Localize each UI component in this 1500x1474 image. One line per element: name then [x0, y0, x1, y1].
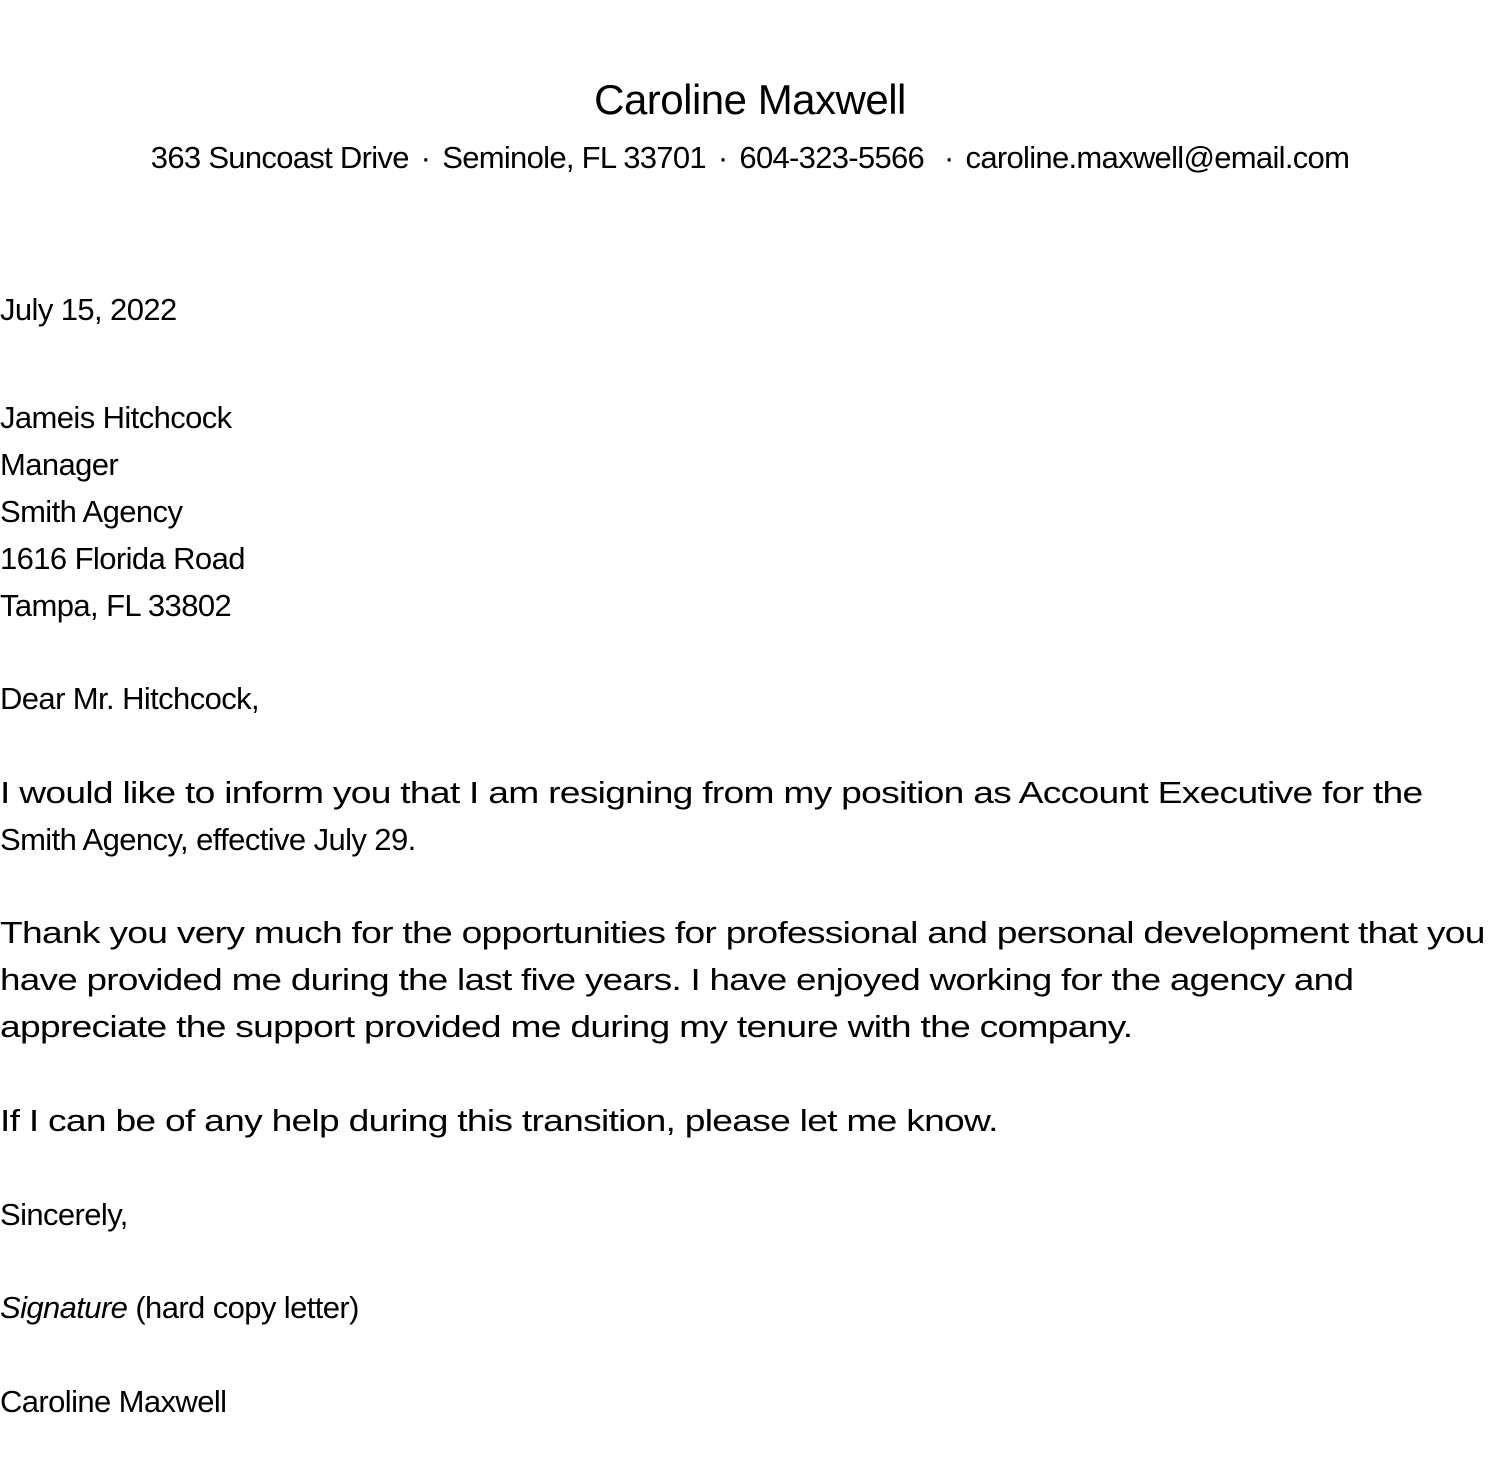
sender-street: 363 Suncoast Drive — [150, 140, 409, 175]
sender-phone: 604-323-5566 — [739, 140, 925, 175]
signature-note: (hard copy letter) — [135, 1290, 359, 1325]
paragraph-line: appreciate the support provided me during my tenure with the company. — [0, 1009, 1133, 1044]
sender-city-state-zip: Seminole, FL 33701 — [442, 140, 706, 175]
paragraph-line: I would like to inform you that I am resigning from my position as Account Executive for the — [0, 775, 1423, 810]
recipient-company: Smith Agency — [0, 494, 183, 529]
paragraph-line: have provided me during the last five years. I have enjoyed working for the agency and — [0, 962, 1354, 997]
recipient-city-state-zip: Tampa, FL 33802 — [0, 588, 232, 623]
recipient-street: 1616 Florida Road — [0, 541, 245, 576]
signature-line — [0, 1284, 359, 1331]
paragraph-line: Thank you very much for the opportunities for professional and personal development that you — [0, 915, 1485, 950]
signer-name: Caroline Maxwell — [0, 1384, 227, 1419]
separator-dot: · — [420, 140, 431, 175]
separator-dot: · — [943, 140, 954, 175]
paragraph-line: If I can be of any help during this transition, please let me know. — [0, 1103, 998, 1138]
closing: Sincerely, — [0, 1197, 128, 1232]
letter-date: July 15, 2022 — [0, 292, 177, 327]
separator-dot: · — [717, 140, 728, 175]
sender-name-heading: Caroline Maxwell — [594, 76, 906, 123]
paragraph-line: Smith Agency, effective July 29. — [0, 822, 416, 857]
sender-contact-line — [0, 136, 1500, 180]
recipient-name: Jameis Hitchcock — [0, 400, 232, 435]
recipient-title: Manager — [0, 447, 119, 482]
salutation: Dear Mr. Hitchcock, — [0, 681, 260, 716]
sender-email: caroline.maxwell@email.com — [965, 140, 1350, 175]
signature-label: Signature — [0, 1290, 128, 1325]
